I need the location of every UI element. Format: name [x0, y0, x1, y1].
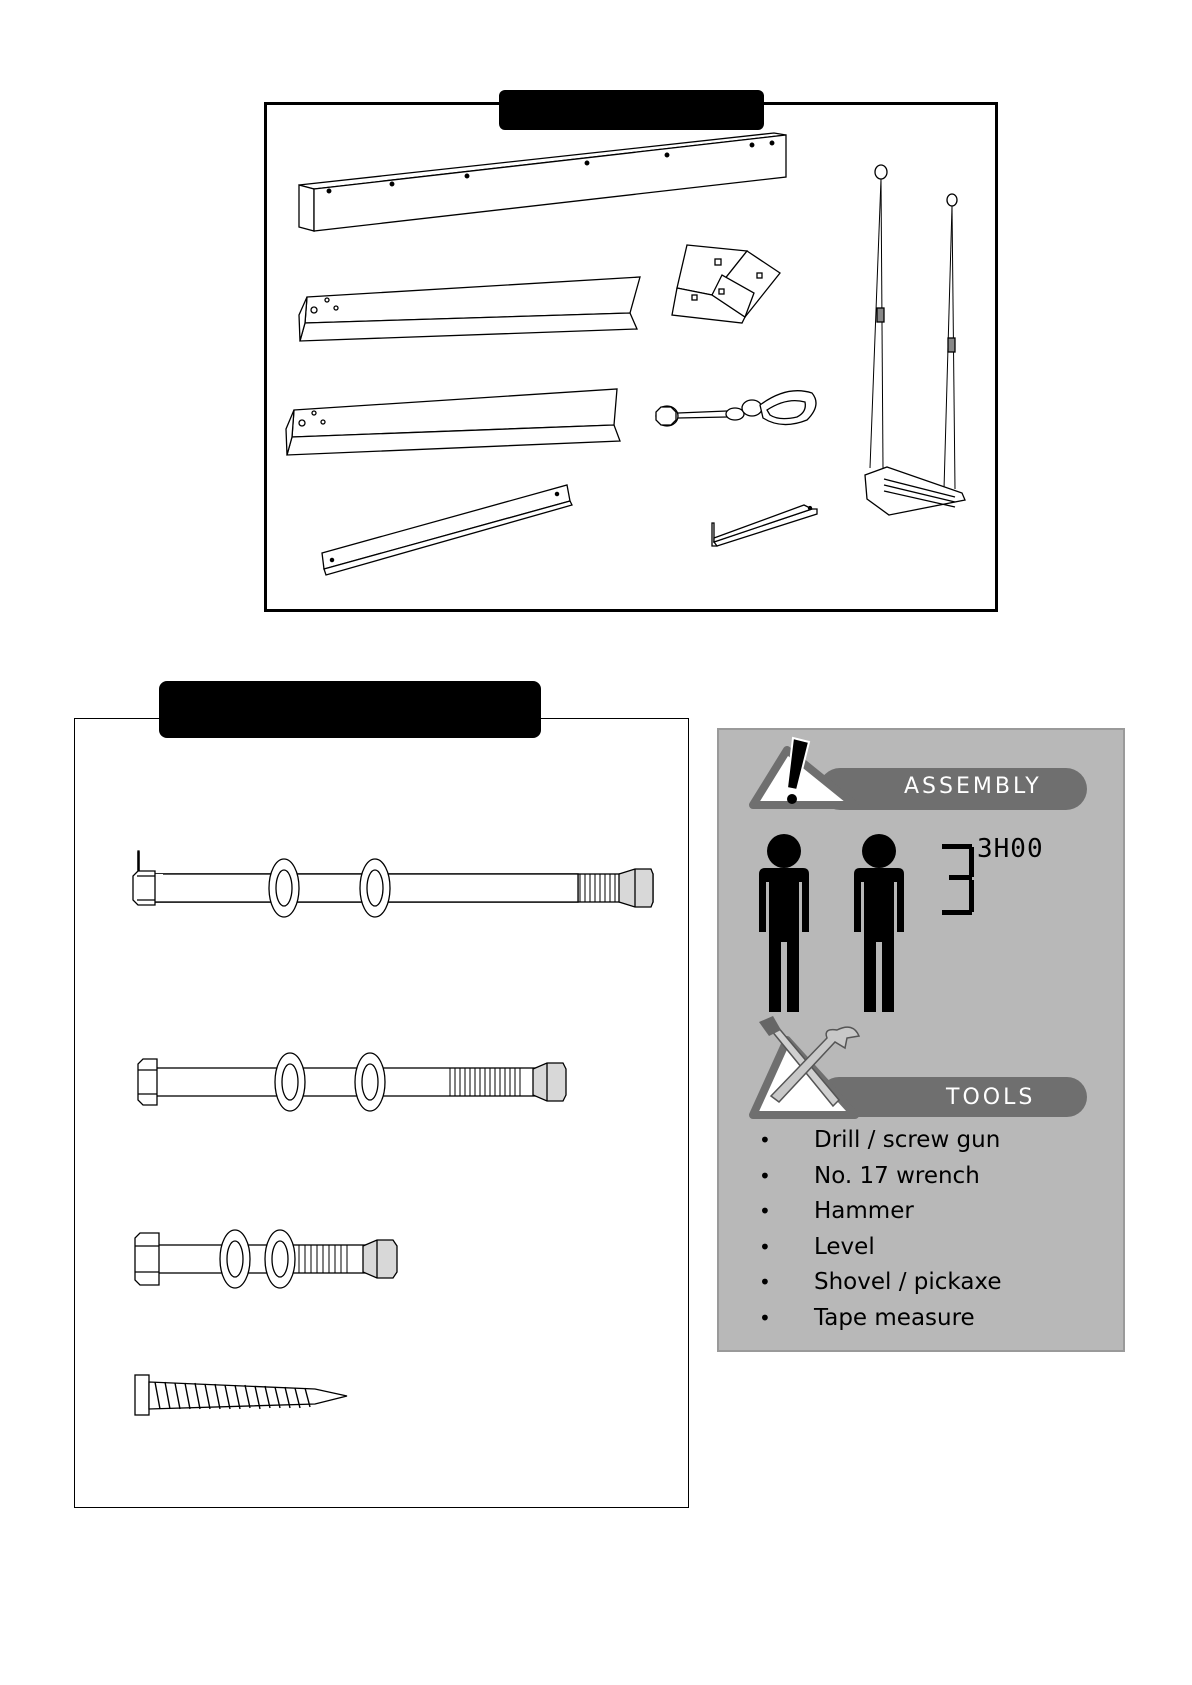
- top-beam: [299, 133, 786, 231]
- tools-label: TOOLS: [946, 1085, 1036, 1110]
- duration-text: 3H00: [977, 834, 1044, 864]
- hardware-illustration: [75, 719, 687, 1506]
- short-bolt: [135, 1230, 397, 1288]
- tool-item-label: Hammer: [814, 1198, 914, 1224]
- bullet-icon: •: [759, 1234, 771, 1259]
- bullet-icon: •: [759, 1305, 771, 1330]
- bullet-icon: •: [759, 1270, 771, 1294]
- medium-bolt: [138, 1053, 566, 1111]
- ground-anchor-part: [712, 505, 817, 546]
- parts-illustration: [267, 105, 995, 609]
- brace-part: [322, 485, 572, 575]
- two-people-icon: [759, 834, 904, 1012]
- leg-part: [286, 389, 620, 455]
- bullet-icon: •: [759, 1128, 771, 1152]
- long-bolt: [133, 851, 653, 917]
- assembly-label: ASSEMBLY: [904, 774, 1042, 799]
- lag-screw: [135, 1375, 347, 1415]
- tool-item-label: Shovel / pickaxe: [814, 1269, 1002, 1295]
- assembly-info-panel: [717, 728, 1125, 1352]
- bullet-icon: •: [759, 1199, 771, 1223]
- bracket-part: [672, 245, 780, 323]
- tool-item-label: Drill / screw gun: [814, 1127, 1001, 1153]
- tool-item-label: No. 17 wrench: [814, 1162, 980, 1189]
- info-panel-art: [719, 730, 1123, 1350]
- tools-icon: [753, 1016, 859, 1115]
- swing-seat-part: [865, 165, 965, 515]
- duration-digit-graphic: [942, 844, 974, 915]
- swing-hanger-part: [656, 391, 816, 426]
- bullet-icon: •: [759, 1163, 771, 1188]
- tool-item-label: Tape measure: [814, 1304, 975, 1331]
- tool-item-label: Level: [814, 1233, 875, 1260]
- leg-part: [299, 277, 640, 341]
